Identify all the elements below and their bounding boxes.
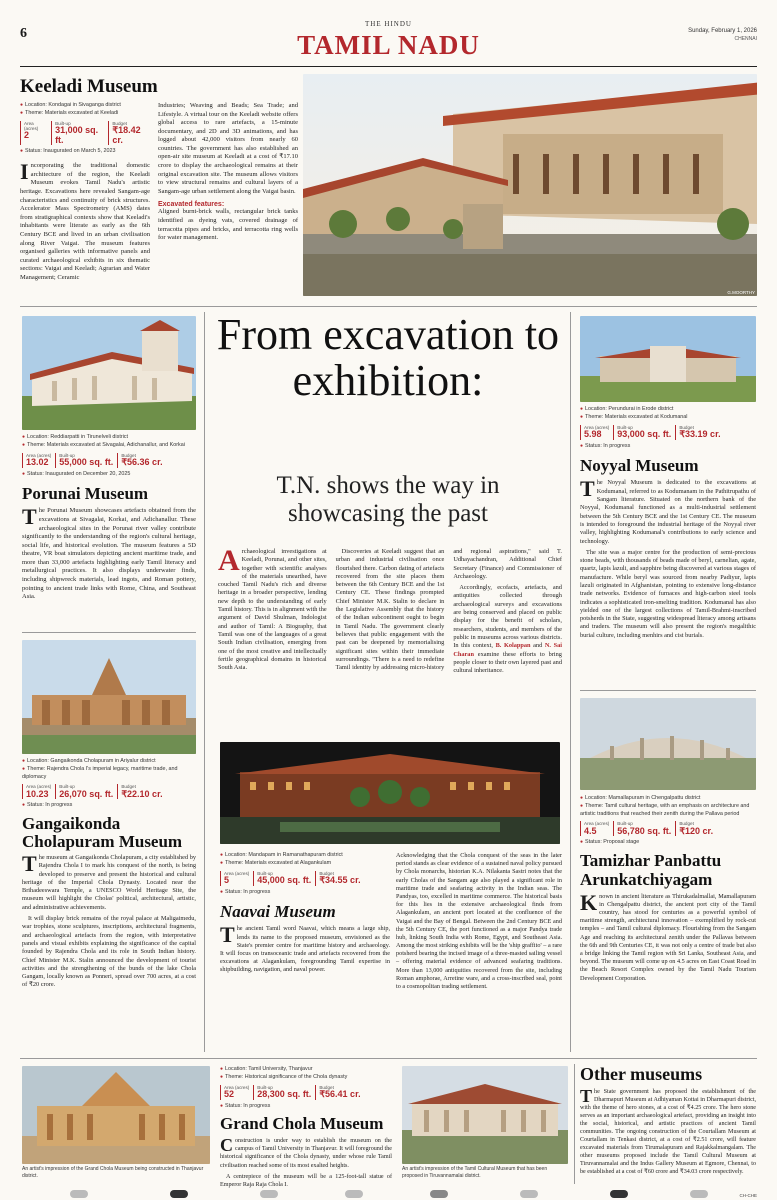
- registration-mark: [520, 1190, 538, 1198]
- keeladi-area: 2: [24, 129, 30, 140]
- porunai-area: 13.02: [26, 456, 49, 467]
- keeladi-built: 31,000 sq. ft.: [55, 124, 99, 145]
- porunai-built: 55,000 sq. ft.: [59, 456, 114, 467]
- keeladi-title: Keeladi Museum: [20, 76, 158, 97]
- stat-label: Area (acres): [584, 424, 610, 430]
- noyyal-location: Location: Perundurai in Erode district: [585, 406, 674, 412]
- lead-para-3: Accordingly, ecofacts, artefacts, and antiquities collected through archaeological surveys and excavations are being conserved and placed on public display for the benefit of scholars, researchers, students, and members of the public in museums across various districts. In this context,: [453, 584, 562, 650]
- stat-label: Built-up: [59, 784, 75, 790]
- registration-mark: [345, 1190, 363, 1198]
- footer-code: CH-CHE: [739, 1193, 757, 1198]
- dropcap: K: [580, 889, 598, 915]
- tamil-cultural-caption: An artist's impression of the Tamil Cultural Museum that has been proposed in Tiruvannamalai district.: [402, 1166, 548, 1179]
- registration-mark: [610, 1190, 628, 1198]
- stat-label: Area (acres): [224, 1084, 250, 1090]
- keeladi-location: Location: Kondagai in Sivaganga district: [25, 102, 121, 108]
- stat-label: Area (acres): [26, 452, 52, 458]
- porunai-budget: ₹56.36 cr.: [121, 456, 163, 467]
- tamizhar-status: Status: Proposal stage: [585, 839, 640, 846]
- grand-chola-caption: An artist's impression of the Grand Chola Museum being constructed in Thanjavur district.: [22, 1166, 204, 1179]
- other-museums-title: Other museums: [580, 1064, 703, 1084]
- divider: [574, 1064, 575, 1184]
- tamizhar-area: 4.5: [584, 825, 597, 836]
- keeladi-body-2: Industries; Weaving and Beads; Sea Trade; and Lifestyle. A virtual tour on the Keeladi website offers global access to rare artefacts, a 15-minute documentary, and 2D and 3D animations, and has logged about 42,000 visitors from nearly 60 countries. The government has also established an open-air site museum at Keeladi at a cost of ₹17.10 crore to display the archaeological remains at their original excavation site. The museum allows visitors to view structural remains and cultural layers of a Sangam-age urban settlement along the Vaigai basin.: [158, 102, 298, 195]
- keeladi-section: Keeladi Museum ● Location: Kondagai in Sivaganga district ● Theme: Materials excavated at Keeladi Area (acres) 2 Built-up 31,000 sq. ft. Budget ₹18.42 cr. ● Status: Inaugurated on March 5, 2023 Incorporating the traditional domestic architecture of the region, the Keeladi Museum evokes Tamil Nadu's artistic heritage. Excavations here revealed Sangam-age characteristics and continuity of brick structures. Accelerator Mass Spectrometry (AMS) dates from stratigraphical contexts show that Keeladi's inhabitants were literate as early as the 6th Century BCE and lived in an urban civilisation along River Vaigai. The museum features organised galleries with informative panels and curated archaeological exhibits in six thematic sections: Vaigai and Keeladi; Agrarian and Water Management; Ceramic Industries; Weaving and Beads; Sea Trade; and Lifestyle. A virtual tour on the Keeladi website offers global access to rare artefacts, a 15-minute documentary, and 2D and 3D animations, and has logged about 42,000 visitors from nearly 60 countries. The government has also established an open-air site museum at Keeladi at a cost of ₹17.10 crore to display the archaeological remains at their original excavation site. The museum allows visitors to view structural remains and cultural layers of a Sangam-age urban settlement along the Vaigai basin. Excavated features: Aligned burnt-brick walls, rectangular brick tanks identified as dyeing vats, covered drainage of terracotta pipes and bricks, and terracotta ring wells for water management.: [20, 76, 298, 281]
- lead-article: [218, 544, 562, 726]
- dropcap: T: [580, 476, 595, 502]
- dropcap: A: [218, 544, 240, 577]
- masthead-rule: [20, 66, 757, 67]
- registration-mark: [70, 1190, 88, 1198]
- tamizhar-location: Location: Mamallapuram in Chengalpattu district: [585, 795, 701, 801]
- tamizhar-built: 56,780 sq. ft.: [617, 825, 672, 836]
- noyyal-body-2: The site was a major centre for the production of semi-precious stone beads, with thousands of beads made of beryl, carnelian, agate, quartz, lapis lazuli, and sapphire being discovered at various stages of manufacture. While beryl was sourced from nearby Padiyur, lapis lazuli originated in Afghanistan, pointing to extensive long-distance trade networks. Evidence of furnaces and high-carbon steel tools indicates a sophisticated iron-smelting tradition. Kodumanal has also yielded one of the largest collections of Tamil-Brahmi-inscribed potsherds in the State, suggesting widespread literacy among artisans and traders. The museum will also present the region's megalithic burial culture, including menhirs and cist burials.: [580, 548, 756, 639]
- keeladi-body-1: ncorporating the traditional domestic architecture of the region, the Keeladi Museum evokes Tamil Nadu's artistic heritage. Excavations here revealed Sangam-age characteristics and continuity of brick structures. Accelerator Mass Spectrometry (AMS) dates from stratigraphical contexts show that Keeladi's inhabitants were literate as early as the 6th Century BCE and lived in an urban civilisation along River Vaigai. The museum features organised galleries with informative panels and curated archaeological exhibits in six thematic sections: Vaigai and Keeladi; Agrarian and Water Management; Ceramic: [20, 162, 150, 281]
- noyyal-theme: Theme: Materials excavated at Kodumanal: [585, 413, 688, 420]
- noyyal-status: Status: In progress: [585, 442, 631, 449]
- dropcap: C: [220, 1135, 233, 1156]
- tamizhar-title: Tamizhar Panbattu Arunkatchiyagam: [580, 851, 722, 889]
- stat-label: Area (acres): [24, 120, 39, 131]
- gangaikonda-status: Status: In progress: [27, 802, 73, 809]
- lead-para-3b: examine these efforts to bring people closer to their own layered past and cultural inheritance.: [453, 650, 562, 675]
- naavai-budget: ₹34.55 cr.: [319, 874, 361, 885]
- section-title: TAMIL NADU: [297, 30, 480, 60]
- porunai-title: Porunai Museum: [22, 484, 149, 504]
- naavai-museum-photo: [220, 742, 560, 844]
- porunai-section: ● Location: Reddiarpatti in Tirunelveli district ● Theme: Materials excavated at Sivagalai, Adichanallur, and Korkai Area (acres) 13.02 Built-up 55,000 sq. ft. Budget ₹56.36 cr. ● Status: Inaugurated on December 20, 2025 Porunai Museum The Porunai Museum showcases artefacts obtained from the excavations at Sivagalai, Korkai, and Adichanallur. These archaeological sites in the Porunai river valley contribute significantly to the understanding of the region's cultural heritage, social life, and historical evolution. The museum features a 5D theatre, VR boat simulators depicting ancient maritime trade, and more than 33,000 artefacts highlighting early Tamil literacy and metallurgical practices. It also displays underwater finds, including shipwreck materials, lead ingots, and Roman pottery, pointing to ancient trade links with Rome, China, and Southeast Asia.: [22, 434, 196, 601]
- dropcap: T: [580, 1086, 593, 1106]
- byline-and: and: [530, 642, 545, 650]
- stat-label: Budget: [679, 424, 694, 430]
- tamizhar-budget: ₹120 cr.: [679, 825, 714, 836]
- keeladi-theme: Theme: Materials excavated at Keeladi: [25, 109, 119, 116]
- noyyal-title: Noyyal Museum: [580, 456, 699, 476]
- stat-label: Budget: [319, 870, 334, 876]
- grand-chola-theme: Theme: Historical significance of the Chola dynasty: [225, 1073, 348, 1080]
- divider: [20, 1058, 757, 1059]
- grand-chola-built: 28,300 sq. ft.: [257, 1088, 312, 1099]
- divider: [580, 690, 756, 691]
- noyyal-area: 5.98: [584, 428, 602, 439]
- divider: [20, 306, 757, 307]
- divider: [22, 632, 196, 633]
- naavai-area: 5: [224, 874, 230, 885]
- gangaikonda-museum-photo: [22, 640, 196, 754]
- grand-chola-title: Grand Chola Museum: [220, 1114, 384, 1134]
- byline-kolappan: B. Kolappan: [495, 642, 531, 650]
- stat-label: Built-up: [55, 120, 71, 126]
- stat-label: Budget: [121, 784, 136, 790]
- grand-chola-museum-photo: [22, 1066, 210, 1164]
- stat-label: Area (acres): [26, 784, 52, 790]
- noyyal-budget: ₹33.19 cr.: [679, 428, 721, 439]
- grand-chola-location: Location: Tamil University, Thanjavur: [225, 1066, 313, 1072]
- keeladi-photo-credit: G.MOORTHY: [727, 290, 755, 295]
- naavai-meta: ● Location: Mandapam in Ramanathapuram district ● Theme: Materials excavated at Alagankulam Area (acres) 5 Built-up 45,000 sq. ft. Budget ₹34.55 cr. ● Status: In progress Naavai Museum The ancient Tamil word Naavai, which means a large ship, lends its name to the proposed museum, envisioned as the State's premier centre for maritime history and archaeology. It will focus on transoceanic trade and artefacts recovered from the excavations at Alagankulam, foregrounding Tamil expertise in shipbuilding, navigation, and naval power.: [220, 852, 390, 974]
- issue-date: Sunday, February 1, 2026: [688, 28, 757, 34]
- registration-mark: [260, 1190, 278, 1198]
- naavai-status: Status: In progress: [225, 888, 271, 895]
- porunai-location: Location: Reddiarpatti in Tirunelveli district: [27, 434, 129, 440]
- noyyal-body-1: he Noyyal Museum is dedicated to the excavations at Kodumanal, referred to as Kodumanam in the Pathitrupathu of Sangam literature. Situated on the northern bank of the Noyyal, Kodumanal functioned as a multi-industrial settlement between the 5th Century BCE and the 1st Century CE. The museum is intended to foreground the industrial heritage of the Noyyal river valley, highlighting Kodumanal's contributions to early science and technology.: [580, 479, 756, 545]
- gangaikonda-built: 26,070 sq. ft.: [59, 788, 114, 799]
- dropcap: I: [20, 159, 29, 185]
- dropcap: T: [22, 504, 37, 530]
- edition: CHENNAI: [734, 36, 757, 42]
- gangaikonda-title: Gangaikonda Cholapuram Museum: [22, 814, 183, 852]
- lead-para-1: rchaeological investigations at Keeladi, Porunai, and other sites, together with scientific analyses of the materials unearthed, have couched Tamil Nadu's rich and diverse heritage in a broader perspective, lending new depth to the understanding of early Tamil history. This is in alignment with the argument of David Shulman, Indologist and author of Tamil: A Biography, that Tamil was one of the languages of a great South Indian civilisation, emerging from one of the most creative and intellectually fertile geographical domains in historical South Asia.: [218, 548, 327, 672]
- divider: [570, 312, 571, 1052]
- byline-sai-charan: N. Sai Charan: [453, 642, 562, 658]
- tamizhar-body: nown in ancient literature as Thirukadalmallai, Mamallapuram in Chengalpattu district, the ancient port city of the Tamil country, has stood for centuries as a powerful symbol of maritime strength, architectural innovation – exemplified by rock-cut temples – and Tamil cultural diplomacy. Flourishing from the Sangam Age and reaching its architectural zenith under the Pallavas between the 6th and 9th Centuries CE, it was not only a centre of trade but also a bridge linking the Tamil region with Sri Lanka, Southeast Asia, and beyond. The museum will come up on 4.5 acres on East Coast Road in the Beach Resort Complex owned by the Tamil Nadu Tourism Development Corporation.: [580, 892, 756, 982]
- porunai-theme: Theme: Materials excavated at Sivagalai, Adichanallur, and Korkai: [27, 441, 185, 448]
- stat-label: Built-up: [257, 1084, 273, 1090]
- registration-mark: [690, 1190, 708, 1198]
- main-headline: From excavation to exhibition:: [216, 310, 560, 405]
- paper-name: THE HINDU: [365, 20, 412, 28]
- stat-label: Built-up: [59, 452, 75, 458]
- naavai-theme: Theme: Materials excavated at Alagankulam: [225, 859, 332, 866]
- stat-label: Built-up: [257, 870, 273, 876]
- stat-label: Built-up: [617, 821, 633, 827]
- porunai-body: he Porunai Museum showcases artefacts obtained from the excavations at Sivagalai, Korkai, and Adichanallur. These archaeological sites in the Porunai river valley contribute significantly to the understanding of the region's cultural heritage, social life, and historical evolution. The museum features a 5D theatre, VR boat simulators depicting ancient maritime trade, and more than 33,000 artefacts highlighting early Tamil literacy and metallurgical practices. It also displays underwater finds, including shipwreck materials, lead ingots, and Roman pottery, pointing to ancient trade links with Rome, China, and Southeast Asia.: [22, 507, 196, 601]
- keeladi-status: Status: Inaugurated on March 5, 2023: [25, 148, 116, 155]
- stat-label: Built-up: [617, 424, 633, 430]
- grand-chola-body-2: A centrepiece of the museum will be a 125-foot-tall statue of Emperor Raja Raja Chola I.: [220, 1173, 392, 1188]
- noyyal-museum-photo: [580, 316, 756, 402]
- divider: [204, 312, 205, 1052]
- grand-chola-area: 52: [224, 1088, 235, 1099]
- naavai-body-1: he ancient Tamil word Naavai, which means a large ship, lends its name to the proposed museum, envisioned as the State's premier centre for maritime history and archaeology. It will focus on transoceanic trade and artefacts recovered from the excavations at Alagankulam, foregrounding Tamil expertise in shipbuilding, navigation, and naval power.: [220, 925, 390, 974]
- tamizhar-section: ● Location: Mamallapuram in Chengalpattu district ● Theme: Tamil cultural heritage, with an emphasis on architecture and artistic traditions that reached their zenith during the Pallava period Area (acres) 4.5 Built-up 56,780 sq. ft. Budget ₹120 cr. ● Status: Proposal stage Tamizhar Panbattu Arunkatchiyagam Known in ancient literature as Thirukadalmallai, Mamallapuram in Chengalpattu district, the ancient port city of the Tamil country, has stood for centuries as a powerful symbol of maritime strength, architectural innovation – exemplified by rock-cut temples – and Tamil cultural diplomacy. Flourishing from the Sangam Age and reaching its architectural zenith under the Pallavas between the 6th and 9th Centuries CE, it was not only a centre of trade but also a bridge linking the Tamil region with Sri Lanka, Southeast Asia, and beyond. The museum will come up on 4.5 acres on East Coast Road in the Beach Resort Complex owned by the Tamil Nadu Tourism Development Corporation.: [580, 795, 756, 982]
- naavai-location: Location: Mandapam in Ramanathapuram district: [225, 852, 343, 858]
- stat-label: Budget: [121, 452, 136, 458]
- naavai-body-2: Acknowledging that the Chola conquest of the seas in the later period stands as clear evidence of a sustained naval policy pursued by Chola monarchs, historian K.A. Nilakanta Sastri notes that the early Cholas of the Sangam age also played a significant role in maritime trade and seafaring activity in the Indian seas. The Pandyas, too, excelled in maritime commerce. The historical basis for this lies in the extensive archaeological finds from Alagankulam, an ancient port located at the confluence of the Vaigai and the Bay of Bengal. Between the 2nd Century BCE and the 5th Century CE, the port functioned as a major Pandya trade hub, linking South India with Rome, Egypt, and Southeast Asia. Among the most striking exhibits will be the 'ship graffito' – a rare potsherd bearing the incised image of a three-masted sailing vessel – offering material evidence of advanced seafaring traditions. More than 13,000 antiquities recovered from the site, including Roman amphorae, Arretine ware, and a cross-inscribed seal, point to a cosmopolitan trading settlement.: [396, 852, 562, 990]
- stat-label: Budget: [679, 821, 694, 827]
- page-number: 6: [20, 26, 27, 41]
- noyyal-section: ● Location: Perundurai in Erode district ● Theme: Materials excavated at Kodumanal Area (acres) 5.98 Built-up 93,000 sq. ft. Budget ₹33.19 cr. ● Status: In progress Noyyal Museum The Noyyal Museum is dedicated to the excavations at Kodumanal, referred to as Kodumanam in the Pathitrupathu of Sangam literature. Situated on the northern bank of the Noyyal, Kodumanal functioned as a multi-industrial settlement between the 5th Century BCE and the 1st Century CE. The museum is intended to foreground the industrial heritage of the Noyyal river valley, highlighting Kodumanal's contributions to early science and technology. The site was a major centre for the production of semi-precious stone beads, with thousands of beads made of beryl, carnelian, agate, quartz, lapis lazuli, and sapphire being discovered at various stages of manufacture. While beryl was sourced from nearby Padiyur, lapis lazuli originated in Afghanistan, pointing to extensive long-distance trade networks. Evidence of furnaces and high-carbon steel tools indicates a sophisticated iron-smelting tradition. Kodumanal has also yielded one of the largest collections of Tamil-Brahmi-inscribed potsherds in the State, suggesting widespread literacy among artisans and traders. The museum will also present the region's megalithic burial culture, including menhirs and cist burials.: [580, 406, 756, 639]
- gangaikonda-area: 10.23: [26, 788, 49, 799]
- keeladi-museum-photo: [303, 74, 757, 296]
- grand-chola-status: Status: In progress: [225, 1102, 271, 1109]
- stat-label: Area (acres): [224, 870, 250, 876]
- gangaikonda-body-2: It will display brick remains of the royal palace at Maligaimedu, war trophies, stone sculptures, inscriptions, architectural fragments, and archaeological artefacts from the region, with interpretative panels and visual exhibits explaining the significance of the capital founded by Rajendra Chola and its role in South Indian history. Chief Minister M.K. Stalin announced the development of tourist activities and the strengthening of the bunds of the lake Chola Gangam, locally known as Ponneri, spread over 700 acres, at a cost of ₹20 crore.: [22, 915, 196, 989]
- sub-headline: T.N. shows the way in showcasing the past: [276, 472, 500, 527]
- gangaikonda-section: ● Location: Gangaikonda Cholapuram in Ariyalur district ● Theme: Rajendra Chola I's imperial legacy, maritime trade, and diplomacy Area (acres) 10.23 Built-up 26,070 sq. ft. Budget ₹22.10 cr. ● Status: In progress Gangaikonda Cholapuram Museum The museum at Gangaikonda Cholapuram, a city established by Rajendra Chola I to mark his conquest of the north, is being developed to preserve and present the historical and cultural heritage of the Imperial Chola Dynasty. Located near the Brihadeeswara Temple, a UNESCO World Heritage Site, the museum will highlight the Cholas' political, architectural, artistic, and administrative achievements. It will display brick remains of the royal palace at Maligaimedu, war trophies, stone sculptures, inscriptions, architectural fragments, and archaeological artefacts from the region, with interpretative panels and visual exhibits explaining the significance of the capital founded by Rajendra Chola and its role in South Indian history. Chief Minister M.K. Stalin announced the development of tourist activities and the strengthening of the bunds of the lake Chola Gangam, locally known as Ponneri, spread over 700 acres, at a cost of ₹20 crore.: [22, 758, 196, 989]
- grand-chola-body-1: onstruction is under way to establish the museum on the campus of Tamil University in Thanjavur. It will foreground the historical significance of the Chola dynasty, under whose rule Tamil civilisation reached some of its most exalted heights.: [220, 1138, 392, 1169]
- keeladi-features: Aligned burnt-brick walls, rectangular brick tanks identified as dyeing vats, covered drainage of terracotta pipes and bricks, and terracotta ring wells for water management.: [158, 208, 298, 242]
- grand-chola-budget: ₹56.41 cr.: [319, 1088, 361, 1099]
- dropcap: T: [22, 850, 37, 876]
- noyyal-built: 93,000 sq. ft.: [617, 428, 672, 439]
- naavai-title: Naavai Museum: [220, 902, 336, 922]
- stat-label: Budget: [112, 120, 127, 126]
- other-museums-section: [580, 1064, 756, 1176]
- tamizhar-theme: Theme: Tamil cultural heritage, with an emphasis on architecture and artistic traditions that reached their zenith during the Pallava period: [580, 802, 750, 817]
- registration-mark: [430, 1190, 448, 1198]
- porunai-status: Status: Inaugurated on December 20, 2025: [27, 470, 131, 477]
- keeladi-budget: ₹18.42 cr.: [112, 124, 141, 145]
- tamil-cultural-museum-photo: [402, 1066, 568, 1164]
- dropcap: T: [220, 922, 235, 948]
- grand-chola-section: ● Location: Tamil University, Thanjavur ● Theme: Historical significance of the Chola dynasty Area (acres) 52 Built-up 28,300 sq. ft. Budget ₹56.41 cr. ● Status: In progress Grand Chola Museum Construction is under way to establish the museum on the campus of Tamil University in Thanjavur. It will foreground the historical significance of the Chola dynasty, under whose rule Tamil civilisation reached some of its most exalted heights. A centrepiece of the museum will be a 125-foot-tall statue of Emperor Raja Raja Chola I.: [220, 1066, 392, 1188]
- gangaikonda-body-1: he museum at Gangaikonda Cholapuram, a city established by Rajendra Chola I to mark his conquest of the north, is being developed to preserve and present the historical and cultural heritage of the Imperial Chola Dynasty. Located near the Brihadeeswara Temple, a UNESCO World Heritage Site, the museum will highlight the Cholas' political, architectural, artistic, and administrative achievements.: [22, 853, 196, 911]
- tamizhar-museum-photo: [580, 698, 756, 790]
- naavai-built: 45,000 sq. ft.: [257, 874, 312, 885]
- gangaikonda-budget: ₹22.10 cr.: [121, 788, 163, 799]
- stat-label: Area (acres): [584, 821, 610, 827]
- registration-mark: [170, 1190, 188, 1198]
- gangaikonda-theme: Theme: Rajendra Chola I's imperial legacy, maritime trade, and diplomacy: [22, 765, 178, 780]
- stat-label: Budget: [319, 1084, 334, 1090]
- gangaikonda-location: Location: Gangaikonda Cholapuram in Ariyalur district: [27, 758, 156, 764]
- porunai-museum-photo: [22, 316, 196, 430]
- lead-para-2: Discoveries at Keeladi suggest that an urban and industrial civilisation once flourished there. Carbon dating of artefacts recovered from the site places them between the 6th Century BCE and the 1st Century CE. These findings prompted Chief Minister M.K. Stalin to declare in the Legislative Assembly that the history of the Indian subcontinent ought to begin in Tamil Nadu. The government clearly believes that public engagement with the past can be deepened by memorialising significant sites within their immediate surroundings. "There is a need to redefine Tamil identity by addressing micro-history and regional aspirations," said T. Udhayachandran, Additional Chief Secretary (Finance) and Commissioner of Archaeology.: [335, 548, 562, 672]
- other-museums-body: he State government has proposed the establishment of the Dharmapuri Museum at Adhiyaman Kottai in Dharmapuri district, with the theme of hero stones, at a cost of ₹4.25 crore. The hero stone serves as an important archaeological artefact, providing an insight into the social, historical, and artistic practices of ancient Tamil communities. The ongoing construction of the Courtallam Museum at Courtallam in Tenkasi district, at a cost of ₹2.51 crore, will feature excavated materials from Tirumalapuram and Rajakkalmangalam. The other museums proposed include the Tamil Cultural Museum at Tiruvannamalai and the Indus Gallery Museum at Egmore, Chennai, to be established at a cost of ₹60 crore and ₹34.03 crore respectively.: [580, 1089, 756, 1176]
- keeladi-features-heading: Excavated features:: [158, 201, 225, 209]
